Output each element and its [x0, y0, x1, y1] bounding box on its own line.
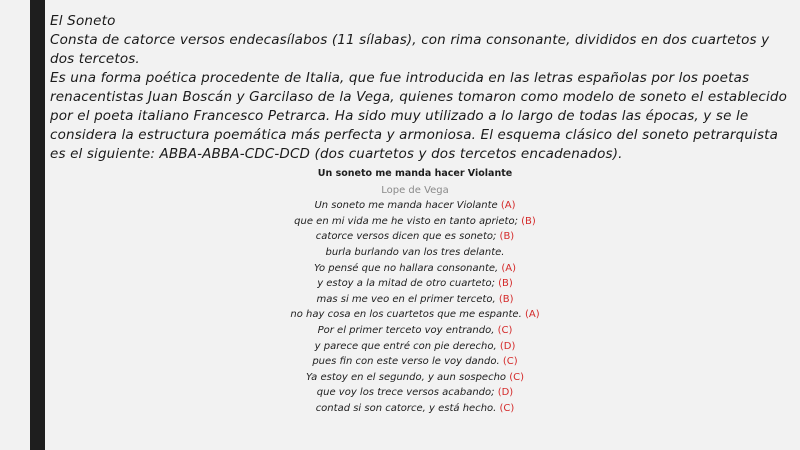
rhyme-marker: (A): [524, 309, 540, 321]
verse-text: Por el primer terceto voy entrando,: [317, 324, 495, 336]
verse-text: contad si son catorce, y está hecho.: [315, 402, 497, 414]
rhyme-marker: (D): [499, 340, 516, 352]
verse-line: [250, 214, 580, 230]
rhyme-marker: (C): [509, 371, 525, 383]
left-accent-bar: [30, 0, 45, 450]
verse-line: [250, 339, 580, 355]
poem-title: Un soneto me manda hacer Violante: [317, 168, 513, 179]
rhyme-marker: (C): [502, 356, 518, 368]
verse-line: [250, 370, 580, 386]
verse-line: [250, 229, 580, 245]
rhyme-marker: (A): [501, 262, 517, 274]
verse-text: que voy los trece versos acabando;: [316, 387, 495, 399]
verse-line: [250, 261, 580, 277]
verse-text: no hay cosa en los cuartetos que me espante.: [290, 309, 522, 321]
verse-line: [250, 307, 580, 323]
history-paragraph: Es una forma poética procedente de Italia, que fue introducida en las letras españolas por los poetas renacentistas Juan Boscán y Garcilaso de la Vega, quienes tomaron como modelo de soneto el establecido por el poeta italiano Francesco Petrarca. Ha sido muy utilizado a lo largo de todas las épocas, y se le considera la estructura poemática más perfecta y armoniosa. El esquema clásico del soneto petrarquista es el siguiente: ABBA-ABBA-CDC-DCD (dos cuartetos y dos tercetos encadenados).: [50, 70, 788, 162]
verse-text: catorce versos dicen que es soneto;: [315, 231, 497, 243]
verse-list: [250, 198, 580, 416]
verse-line: [250, 292, 580, 308]
poem-block: [250, 166, 580, 417]
verse-line: [250, 198, 580, 214]
verse-line: [250, 323, 580, 339]
verse-text: burla burlando van los tres delante.: [325, 246, 505, 258]
verse-text: y estoy a la mitad de otro cuarteto;: [317, 278, 495, 290]
rhyme-marker: (D): [497, 387, 514, 399]
verse-text: Ya estoy en el segundo, y aun sospecho: [305, 371, 507, 383]
verse-line: [250, 354, 580, 370]
definition-paragraph: Consta de catorce versos endecasílabos (11 sílabas), con rima consonante, divididos en dos cuartetos y dos tercetos.: [50, 32, 770, 67]
verse-line: [250, 245, 580, 261]
verse-text: y parece que entré con pie derecho,: [314, 340, 497, 352]
rhyme-marker: (B): [521, 215, 536, 227]
verse-text: mas si me veo en el primer terceto,: [316, 293, 496, 305]
verse-text: Un soneto me manda hacer Violante: [314, 200, 498, 212]
verse-line: [250, 401, 580, 417]
verse-text: Yo pensé que no hallara consonante,: [313, 262, 499, 274]
rhyme-marker: (C): [499, 402, 515, 414]
rhyme-marker: (C): [497, 324, 513, 336]
verse-text: pues fin con este verso le voy dando.: [312, 356, 500, 368]
rhyme-marker: (B): [498, 278, 513, 290]
rhyme-marker: (A): [500, 200, 516, 212]
slide-title: El Soneto: [50, 13, 116, 29]
verse-line: [250, 276, 580, 292]
verse-line: [250, 385, 580, 401]
verse-text: que en mi vida me he visto en tanto aprieto;: [294, 215, 518, 227]
poem-author: Lope de Vega: [381, 184, 449, 196]
slide-content: [50, 12, 790, 164]
rhyme-marker: (B): [498, 293, 514, 305]
rhyme-marker: (B): [499, 231, 515, 243]
